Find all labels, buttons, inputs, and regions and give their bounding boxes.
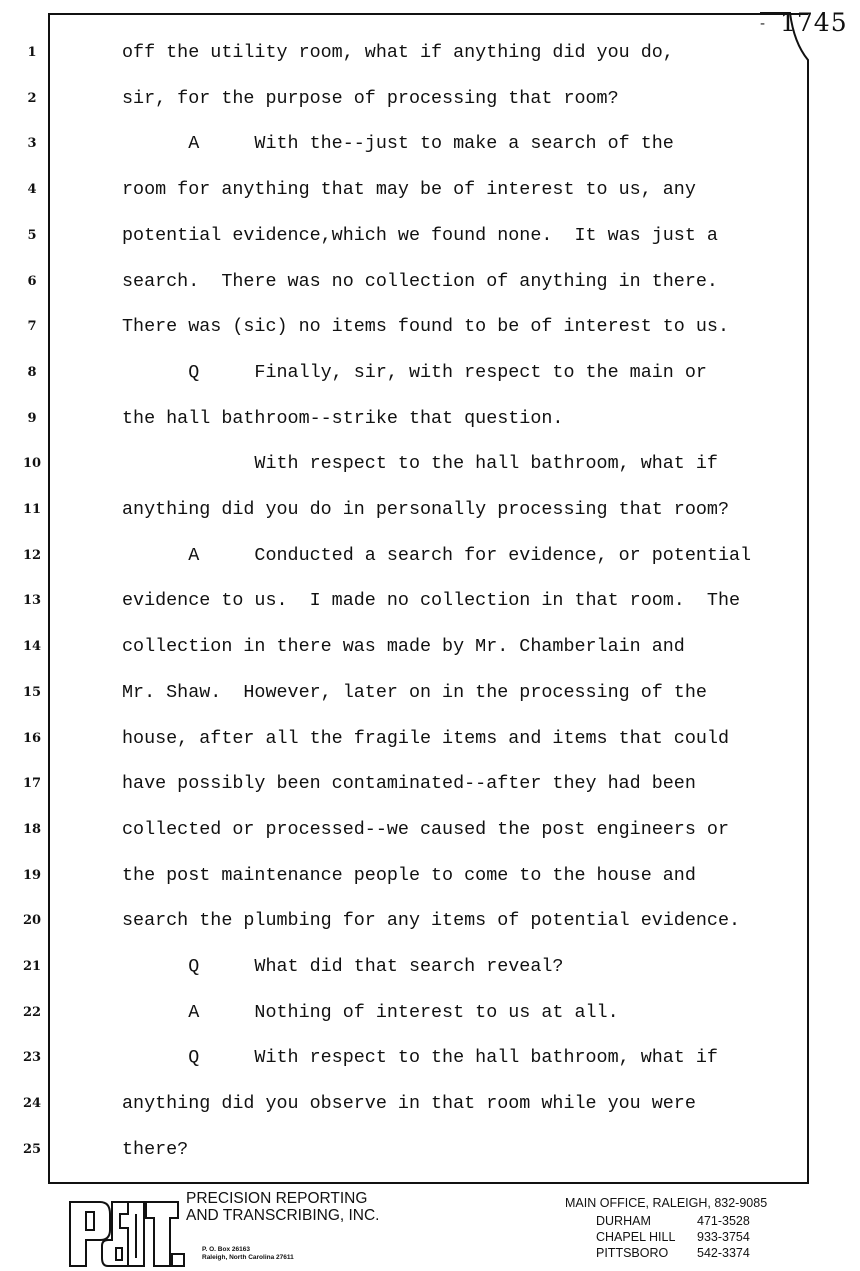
line-number: 11: [22, 502, 42, 517]
transcript-line: anything did you observe in that room while you were: [122, 1093, 696, 1115]
transcript-line: A With the--just to make a search of the: [122, 133, 674, 155]
office-row: [596, 1214, 767, 1230]
line-number: 6: [27, 273, 37, 289]
transcript-line: potential evidence,which we found none. It was just a: [122, 224, 718, 246]
office-phone: 471-3528: [697, 1214, 750, 1228]
office-listing: [565, 1196, 767, 1262]
transcript-line: collected or processed--we caused the post engineers or: [122, 818, 729, 840]
transcript-line: Q What did that search reveal?: [122, 956, 564, 977]
transcript-line: There was (sic) no items found to be of interest to us.: [122, 316, 729, 338]
transcript-line: room for anything that may be of interest to us, any: [122, 179, 696, 201]
line-number: 23: [22, 1050, 42, 1066]
transcript-line: sir, for the purpose of processing that room?: [122, 87, 619, 109]
line-number: 8: [27, 364, 37, 380]
line-number: 12: [22, 547, 42, 563]
line-number: 18: [22, 821, 42, 837]
office-row: [596, 1230, 767, 1246]
address-line1: P. O. Box 26163: [202, 1246, 250, 1253]
line-number: 25: [22, 1141, 42, 1157]
line-number: 2: [27, 90, 37, 106]
main-office: MAIN OFFICE, RALEIGH, 832-9085: [565, 1196, 768, 1210]
line-number: 7: [27, 319, 37, 335]
office-city: PITTSBORO: [596, 1246, 669, 1260]
line-number: 17: [22, 776, 42, 792]
line-number: 9: [27, 410, 37, 426]
line-number: 19: [22, 867, 42, 883]
transcript-line: house, after all the fragile items and items that could: [122, 727, 729, 749]
company-name: [186, 1190, 380, 1224]
line-number: 13: [22, 593, 42, 609]
transcript-border-right: [807, 60, 809, 1184]
transcript-line: Q With respect to the hall bathroom, what if: [122, 1047, 718, 1069]
company-name-line1: PRECISION REPORTING: [186, 1190, 368, 1207]
line-number: 4: [27, 182, 37, 198]
transcript-line: collection in there was made by Mr. Chamberlain and: [122, 636, 685, 658]
office-city: CHAPEL HILL: [596, 1230, 676, 1244]
transcript-line: search the plumbing for any items of potential evidence.: [122, 910, 741, 932]
line-number: 20: [22, 913, 42, 929]
transcript-line: Mr. Shaw. However, later on in the processing of the: [122, 681, 707, 703]
transcript-line: the post maintenance people to come to the house and: [122, 864, 696, 886]
line-number: 10: [22, 456, 42, 472]
company-address: [202, 1246, 294, 1262]
line-number: 22: [22, 1004, 42, 1020]
page-number: 1745: [780, 8, 848, 37]
line-number: 16: [22, 730, 42, 746]
line-number: 5: [27, 227, 37, 243]
transcript-line: A Nothing of interest to us at all.: [122, 1001, 619, 1023]
transcript-line: With respect to the hall bathroom, what if: [122, 453, 718, 475]
transcript-line: the hall bathroom--strike that question.: [122, 407, 564, 429]
page-mark: -: [760, 16, 766, 32]
company-name-line2: AND TRANSCRIBING, INC.: [186, 1207, 380, 1224]
office-city: DURHAM: [596, 1214, 651, 1228]
transcript-line: evidence to us. I made no collection in that room. The: [122, 590, 741, 612]
line-number: 14: [22, 639, 42, 655]
transcript-line: anything did you do in personally processing that room?: [122, 499, 729, 520]
office-row: [596, 1246, 767, 1262]
address-line2: Raleigh, North Carolina 27611: [202, 1254, 294, 1261]
line-number: 1: [27, 45, 37, 60]
line-number: 15: [22, 684, 42, 700]
footer: [0, 1186, 860, 1271]
transcript-line: search. There was no collection of anything in there.: [122, 270, 718, 292]
transcript-line: off the utility room, what if anything did you do,: [122, 42, 674, 63]
transcript-line: have possibly been contaminated--after they had been: [122, 773, 696, 795]
line-number: 24: [22, 1096, 42, 1112]
office-phone: 933-3754: [697, 1230, 750, 1244]
transcript-line: Q Finally, sir, with respect to the main or: [122, 361, 707, 383]
transcript-line: A Conducted a search for evidence, or potential: [122, 544, 752, 566]
transcript-line: there?: [122, 1138, 189, 1160]
line-number: 3: [27, 136, 37, 152]
pt-logo: [66, 1200, 186, 1268]
line-number: 21: [22, 959, 42, 974]
office-phone: 542-3374: [697, 1246, 750, 1260]
